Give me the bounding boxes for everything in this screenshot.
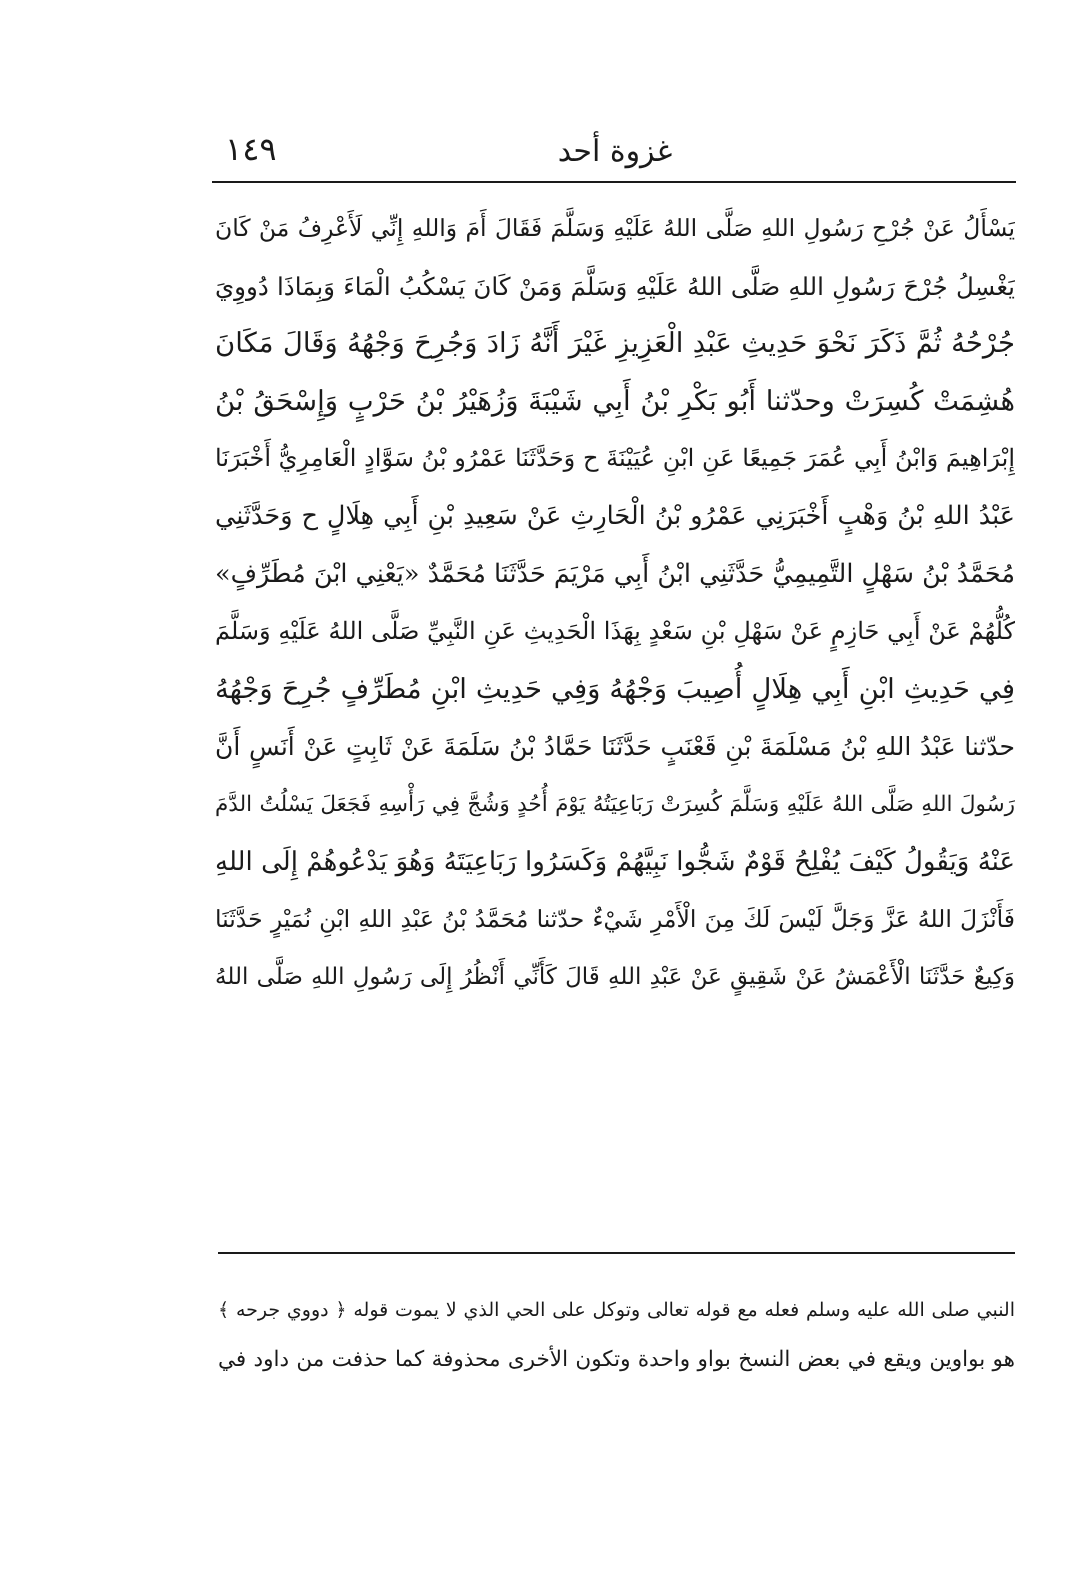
footnote-rule	[218, 1252, 1015, 1254]
text-line: عَبْدُ اللهِ بْنُ وَهْبٍ أَخْبَرَنِي عَمْرُو بْنُ الْحَارِثِ عَنْ سَعِيدِ بْنِ أَبِي هِلَالٍ ح وَحَدَّثَنِي	[215, 500, 1015, 531]
text-line: حدّثنا عَبْدُ اللهِ بْنُ مَسْلَمَةَ بْنِ قَعْنَبٍ حَدَّثَنَا حَمَّادُ بْنُ سَلَمَةَ عَنْ ثَابِتٍ عَنْ أَنَسٍ أَنَّ	[215, 732, 1015, 762]
text-line: وَكِيعٌ حَدَّثَنَا الْأَعْمَشُ عَنْ شَقِيقٍ عَنْ عَبْدِ اللهِ قَالَ كَأَنِّي أَنْظُرُ إِلَى رَسُولِ اللهِ صَلَّى اللهُ	[215, 963, 1015, 990]
footnote-line: النبي صلى الله عليه وسلم فعله مع قوله تعالى وتوكل على الحي الذي لا يموت قوله ﴿ دووي جرحه ﴾	[218, 1299, 1015, 1321]
page-title: غزوة أحد	[557, 134, 673, 169]
text-line: إِبْرَاهِيمَ وَابْنُ أَبِي عُمَرَ جَمِيعًا عَنِ ابْنِ عُيَيْنَةَ ح وَحَدَّثَنَا عَمْرُو بْنُ سَوَّادٍ الْعَامِرِيُّ أَخْبَرَنَا	[215, 444, 1015, 473]
text-line: مُحَمَّدُ بْنُ سَهْلٍ التَّمِيمِيُّ حَدَّثَنِي ابْنُ أَبِي مَرْيَمَ حَدَّثَنَا مُحَمَّدٌ «يَعْنِي ابْنَ مُطَرِّفٍ»	[215, 558, 1015, 589]
text-line: جُرْحُهُ ثُمَّ ذَكَرَ نَحْوَ حَدِيثِ عَبْدِ الْعَزِيزِ غَيْرَ أَنَّهُ زَادَ وَجُرِحَ وَجْهُهُ وَقَالَ مَكَانَ	[215, 327, 1015, 360]
main-text	[215, 200, 1015, 1006]
text-line: يَغْسِلُ جُرْحَ رَسُولِ اللهِ صَلَّى اللهُ عَلَيْهِ وَسَلَّمَ وَمَنْ كَانَ يَسْكُبُ الْمَاءَ وَبِمَاذَا دُووِيَ	[215, 271, 1015, 301]
text-line: يَسْأَلُ عَنْ جُرْحِ رَسُولِ اللهِ صَلَّى اللهُ عَلَيْهِ وَسَلَّمَ فَقَالَ أَمَ وَاللهِ إِنِّي لَأَعْرِفُ مَنْ كَانَ	[215, 214, 1015, 242]
page-header	[215, 128, 1015, 178]
header-rule	[212, 181, 1016, 183]
text-line: فَأَنْزَلَ اللهُ عَزَّ وَجَلَّ لَيْسَ لَكَ مِنَ الْأَمْرِ شَيْءٌ حدّثنا مُحَمَّدُ بْنُ عَبْدِ اللهِ ابْنِ نُمَيْرٍ حَدَّثَنَا	[215, 905, 1015, 934]
footnote-line: هو بواوين ويقع في بعض النسخ بواو واحدة وتكون الأخرى محذوفة كما حذفت من داود في	[218, 1347, 1015, 1372]
footnotes	[218, 1285, 1015, 1385]
text-line: هُشِمَتْ كُسِرَتْ وحدّثنا أَبُو بَكْرِ بْنُ أَبِي شَيْبَةَ وَزُهَيْرُ بْنُ حَرْبٍ وَإِسْحَقُ بْنُ	[215, 384, 1015, 417]
text-line: فِي حَدِيثِ ابْنِ أَبِي هِلَالٍ أُصِيبَ وَجْهُهُ وَفِي حَدِيثِ ابْنِ مُطَرِّفٍ جُرِحَ وَجْهُهُ	[215, 672, 1015, 705]
text-line: كُلُّهُمْ عَنْ أَبِي حَازِمٍ عَنْ سَهْلِ بْنِ سَعْدٍ بِهَذَا الْحَدِيثِ عَنِ النَّبِيِّ صَلَّى اللهُ عَلَيْهِ وَسَلَّمَ	[215, 617, 1015, 646]
page-number: ١٤٩	[225, 130, 277, 168]
text-line: عَنْهُ وَيَقُولُ كَيْفَ يُفْلِحُ قَوْمٌ شَجُّوا نَبِيَّهُمْ وَكَسَرُوا رَبَاعِيَتَهُ وَهُوَ يَدْعُوهُمْ إِلَى اللهِ	[215, 846, 1015, 877]
text-line: رَسُولَ اللهِ صَلَّى اللهُ عَلَيْهِ وَسَلَّمَ كُسِرَتْ رَبَاعِيَتُهُ يَوْمَ أُحُدٍ وَشُجَّ فِي رَأْسِهِ فَجَعَلَ يَسْلُتُ الدَّمَ	[215, 791, 1015, 817]
